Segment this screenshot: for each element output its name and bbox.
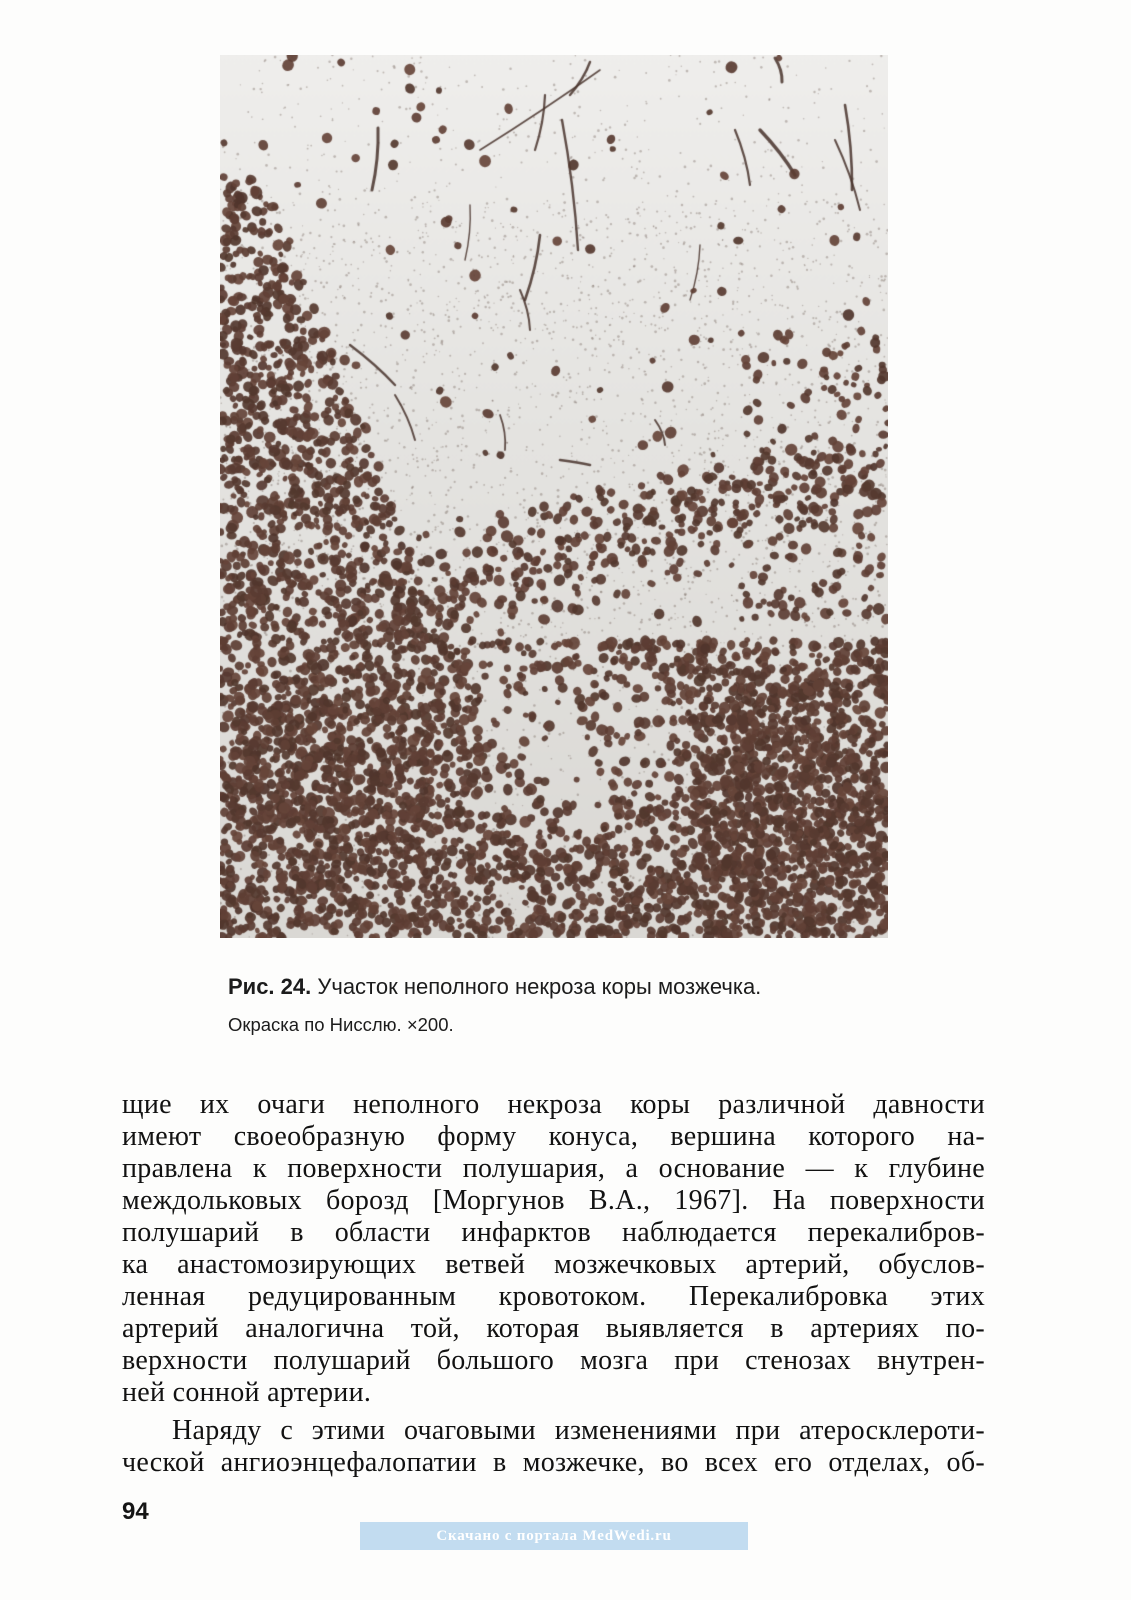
text-line: правлена к поверхности полушария, а основание — к глубине [122,1153,985,1184]
paragraph [122,1415,985,1479]
text-line: полушарий в области инфарктов наблюдается перекалибров- [122,1217,985,1248]
text-line: междольковых борозд [Моргунов В.А., 1967]. На поверхности [122,1185,985,1216]
text-line: имеют своеобразную форму конуса, вершина которого на- [122,1121,985,1152]
figure-label: Рис. 24. [228,974,312,999]
paragraph [122,1089,985,1409]
figure-title: Участок неполного некроза коры мозжечка. [317,974,762,999]
text-line: артерий аналогична той, которая выявляется в артериях по- [122,1313,985,1344]
text-line: ней сонной артерии. [122,1377,372,1408]
text-line: ческой ангиоэнцефалопатии в мозжечке, во всех его отделах, об- [122,1447,985,1478]
body-text [122,1089,985,1479]
figure-note: Окраска по Нисслю. ×200. [228,1014,454,1035]
page-number: 94 [122,1498,149,1525]
caption-title-line [228,972,928,1002]
text-line: верхности полушарий большого мозга при стенозах внутрен- [122,1345,985,1376]
figure-caption [228,972,928,1038]
text-line: Наряду с этими очаговыми изменениями при атеросклероти- [172,1415,985,1446]
micrograph-image [220,55,888,938]
text-line: ленная редуцированным кровотоком. Перекалибровка этих [122,1281,985,1312]
download-watermark: Скачано с портала MedWedi.ru [360,1522,748,1550]
text-line: щие их очаги неполного некроза коры различной давности [122,1089,985,1120]
figure-micrograph [220,55,888,938]
text-line: ка анастомозирующих ветвей мозжечковых артерий, обуслов- [122,1249,985,1280]
